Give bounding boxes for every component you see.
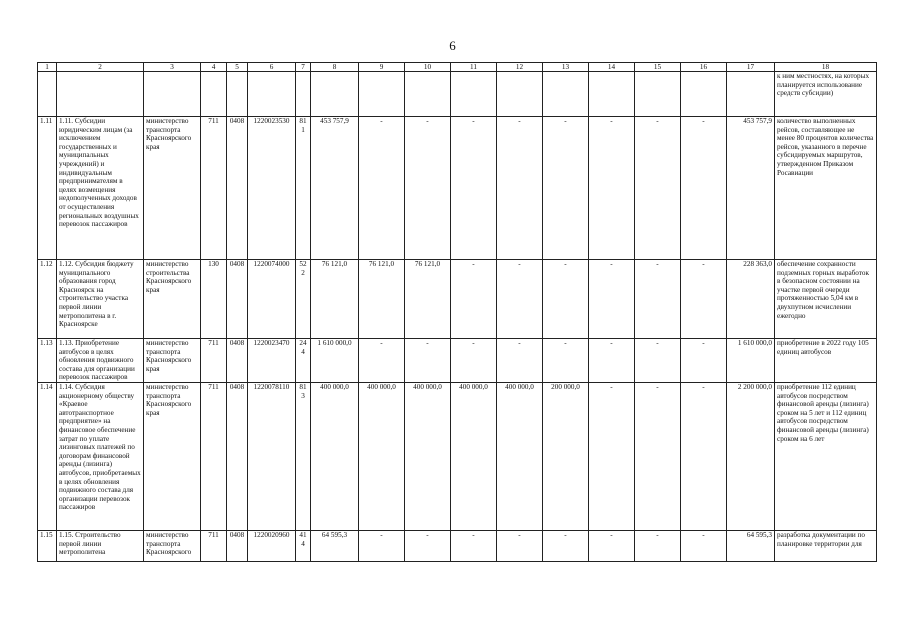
row-value: -: [451, 339, 497, 383]
row-value: -: [543, 339, 589, 383]
row-value: -: [451, 530, 497, 561]
column-number-row: [38, 63, 877, 72]
row-value: -: [497, 530, 543, 561]
row-value: 76 121,0: [405, 260, 451, 339]
col-header: 18: [775, 63, 877, 72]
row-rzpr: 0408: [227, 382, 248, 530]
row-vr: 414: [296, 530, 311, 561]
row-result: количество выполненных рейсов, составляющее не менее 80 процентов количества рейсов, указанного в перечне субсидируемых маршрутов, утвержденном Приказом Росавиации: [775, 117, 877, 260]
row-value: -: [635, 260, 681, 339]
col-header: 15: [635, 63, 681, 72]
row-name: 1.11. Субсидии юридическим лицам (за исключением государственных и муниципальных учреждений) и индивидуальным предпринимателям в целях возмещения недополученных доходов от осуществления региональных воздушных перевозок пассажиров: [57, 117, 144, 260]
table-row: [38, 382, 877, 530]
row-name: 1.15. Строительство первой линии метрополитена: [57, 530, 144, 561]
col-header: 9: [359, 63, 405, 72]
row-number: 1.11: [38, 117, 57, 260]
row-csr: 1220020960: [248, 530, 296, 561]
col-header: 17: [727, 63, 775, 72]
row-agency: министерство транспорта Красноярского: [144, 530, 201, 561]
row-name: 1.14. Субсидия акционерному обществу «Краевое автотранспортное предприятие» на финансовое обеспечение затрат по уплате лизинговых платежей по договорам финансовой аренды (лизинга) автобусов, приобретаемых в целях обновления подвижного состава для организации перевозок пассажиров: [57, 382, 144, 530]
row-result: разработка документации по планировке территории для: [775, 530, 877, 561]
row-value: -: [589, 260, 635, 339]
row-value: -: [497, 260, 543, 339]
col-header: 2: [57, 63, 144, 72]
row-value: 200 000,0: [543, 382, 589, 530]
row-value: -: [589, 339, 635, 383]
row-value: 64 595,3: [311, 530, 359, 561]
row-grbs: 711: [201, 339, 227, 383]
row-value: -: [359, 117, 405, 260]
row-value: 400 000,0: [451, 382, 497, 530]
row-value: -: [681, 530, 727, 561]
row-value: 1 610 000,0: [311, 339, 359, 383]
row-value: -: [543, 530, 589, 561]
row-number: 1.13: [38, 339, 57, 383]
col-header: 11: [451, 63, 497, 72]
row-value: -: [635, 117, 681, 260]
row-rzpr: 0408: [227, 117, 248, 260]
row-number: 1.15: [38, 530, 57, 561]
row-value: 76 121,0: [311, 260, 359, 339]
row-rzpr: 0408: [227, 339, 248, 383]
row-vr: 522: [296, 260, 311, 339]
row-value: -: [681, 117, 727, 260]
row-value: 400 000,0: [497, 382, 543, 530]
row-csr: 1220078110: [248, 382, 296, 530]
row-name: 1.13. Приобретение автобусов в целях обновления подвижного состава для организации перевозок пассажиров: [57, 339, 144, 383]
row-value: -: [543, 260, 589, 339]
table-row: [38, 339, 877, 383]
row-agency: министерство транспорта Красноярского края: [144, 382, 201, 530]
row-vr: 811: [296, 117, 311, 260]
row-value: 400 000,0: [405, 382, 451, 530]
row-value: -: [405, 530, 451, 561]
col-header: 1: [38, 63, 57, 72]
row-rzpr: 0408: [227, 260, 248, 339]
row-value: -: [635, 339, 681, 383]
page-number: 6: [449, 38, 456, 53]
col-header: 14: [589, 63, 635, 72]
row-value: -: [589, 382, 635, 530]
row-value: -: [635, 382, 681, 530]
col-header: 7: [296, 63, 311, 72]
row-value: -: [589, 530, 635, 561]
row-number: 1.12: [38, 260, 57, 339]
col-header: 6: [248, 63, 296, 72]
row-csr: 1220023470: [248, 339, 296, 383]
continuation-result: к ним местностях, на которых планируется использование средств субсидии): [775, 72, 877, 117]
row-agency: министерство строительства Красноярского края: [144, 260, 201, 339]
row-result: приобретение в 2022 году 105 единиц автобусов: [775, 339, 877, 383]
row-total: 228 363,0: [727, 260, 775, 339]
row-agency: министерство транспорта Красноярского края: [144, 117, 201, 260]
col-header: 5: [227, 63, 248, 72]
col-header: 4: [201, 63, 227, 72]
row-value: 400 000,0: [359, 382, 405, 530]
row-total: 1 610 000,0: [727, 339, 775, 383]
row-value: -: [405, 339, 451, 383]
row-value: -: [451, 260, 497, 339]
row-value: -: [681, 339, 727, 383]
row-value: -: [635, 530, 681, 561]
row-value: -: [451, 117, 497, 260]
col-header: 8: [311, 63, 359, 72]
col-header: 3: [144, 63, 201, 72]
row-name: 1.12. Субсидия бюджету муниципального образования город Красноярск на строительство участка первой линии метрополитена в г. Красноярске: [57, 260, 144, 339]
col-header: 13: [543, 63, 589, 72]
row-grbs: 130: [201, 260, 227, 339]
row-agency: министерство транспорта Красноярского края: [144, 339, 201, 383]
col-header: 12: [497, 63, 543, 72]
row-value: 76 121,0: [359, 260, 405, 339]
row-result: приобретение 112 единиц автобусов посредством финансовой аренды (лизинга) сроком на 5 лет и 112 единиц автобусов посредством финансовой аренды (лизинга) сроком на 6 лет: [775, 382, 877, 530]
row-value: -: [497, 117, 543, 260]
row-value: -: [681, 260, 727, 339]
table-row: [38, 117, 877, 260]
row-value: -: [359, 530, 405, 561]
row-value: -: [497, 339, 543, 383]
row-grbs: 711: [201, 117, 227, 260]
row-value: 453 757,9: [311, 117, 359, 260]
row-value: -: [405, 117, 451, 260]
row-grbs: 711: [201, 382, 227, 530]
col-header: 16: [681, 63, 727, 72]
row-value: -: [589, 117, 635, 260]
continuation-row: [38, 72, 877, 117]
row-value: -: [359, 339, 405, 383]
row-value: -: [543, 117, 589, 260]
row-value: -: [681, 382, 727, 530]
row-csr: 1220074000: [248, 260, 296, 339]
col-header: 10: [405, 63, 451, 72]
row-rzpr: 0408: [227, 530, 248, 561]
row-vr: 813: [296, 382, 311, 530]
row-vr: 244: [296, 339, 311, 383]
table-row: [38, 260, 877, 339]
row-csr: 1220023530: [248, 117, 296, 260]
row-total: 2 200 000,0: [727, 382, 775, 530]
program-table: [37, 62, 877, 562]
row-result: обеспечение сохранности подземных горных выработок в безопасном состоянии на участке первой очереди протяженностью 5,04 км в двухпутном исчислении ежегодно: [775, 260, 877, 339]
table-row: [38, 530, 877, 561]
row-total: 453 757,9: [727, 117, 775, 260]
row-total: 64 595,3: [727, 530, 775, 561]
row-grbs: 711: [201, 530, 227, 561]
row-number: 1.14: [38, 382, 57, 530]
row-value: 400 000,0: [311, 382, 359, 530]
